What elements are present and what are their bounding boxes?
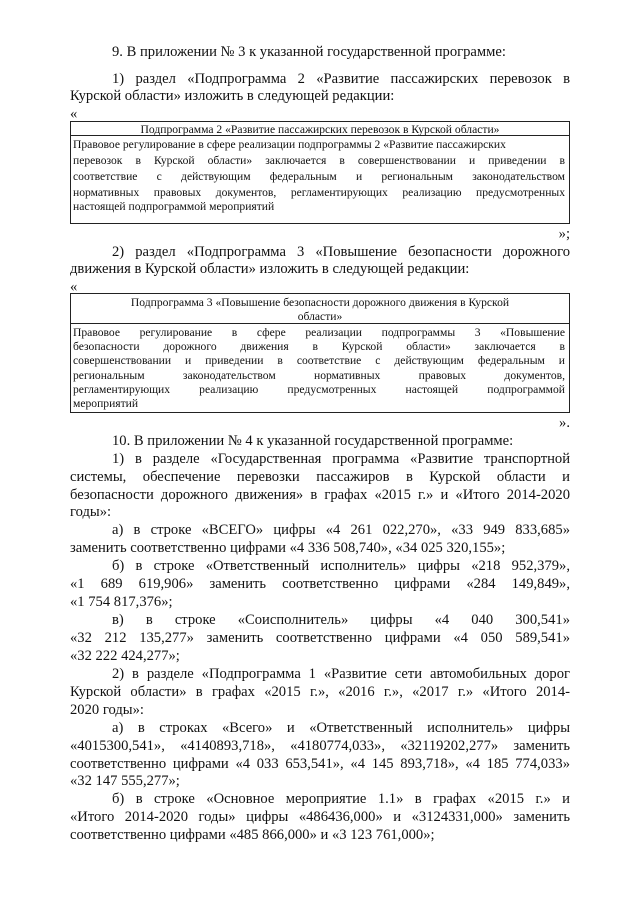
p10-item-2b-line-1: б) в строке «Основное мероприятие 1.1» в графах «2015 г.» и — [112, 791, 570, 807]
table-2-body-cell — [70, 323, 570, 413]
open-quote-2: « — [70, 279, 78, 295]
table-1-body-line-2: перевозок в Курской области» заключается в совершенствовании и приведении в — [73, 154, 565, 167]
p10-item-1b-line-2: «1 689 619,906» заменить соответственно цифрами «284 149,849», — [70, 576, 570, 592]
open-quote: « — [70, 106, 78, 122]
paragraph-9-title: 9. В приложении № 3 к указанной государственной программе: — [112, 44, 506, 60]
p10-item-1b-line-3: «1 754 817,376»; — [70, 594, 173, 610]
table-2-body-line-3: совершенствовании и приведении в соответствие с действующим федеральным и — [73, 354, 565, 367]
close-quote-1: »; — [558, 226, 570, 242]
p10-item-1-line-2: системы, обеспечение перевозки пассажиров в Курской области и — [70, 469, 570, 485]
p10-item-1a-line-1: а) в строке «ВСЕГО» цифры «4 261 022,270», «33 949 833,685» — [112, 522, 570, 538]
p10-item-1-line-1: 1) в разделе «Государственная программа «Развитие транспортной — [112, 451, 570, 467]
p10-item-2a-line-2: «4015300,541», «4140893,718», «4180774,033», «32119202,277» заменить — [70, 738, 570, 754]
close-quote-2: ». — [559, 415, 570, 431]
table-1-body-line-3: соответствие с действующим федеральным и региональным законодательством — [73, 170, 565, 183]
p10-item-2-line-2: Курской области» в графах «2015 г.», «2016 г.», «2017 г.» «Итого 2014- — [70, 684, 570, 700]
p10-item-2-line-1: 2) в разделе «Подпрограмма 1 «Развитие сети автомобильных дорог — [112, 666, 570, 682]
p10-item-2b-line-3: соответственно цифрами «485 866,000» и «3 123 761,000»; — [70, 827, 435, 843]
paragraph-10-title: 10. В приложении № 4 к указанной государственной программе: — [112, 433, 514, 449]
table-2-body-line-4: региональным законодательством нормативных правовых документов, — [73, 369, 565, 382]
table-2-header-cell — [70, 293, 570, 324]
table-1-body-line-1: Правовое регулирование в сфере реализации подпрограммы 2 «Развитие пассажирских — [73, 138, 506, 151]
table-1-body-line-4: нормативных правовых документов, регламентирующих реализацию предусмотренных — [73, 186, 565, 199]
paragraph-9-item-2-cont: движения в Курской области» изложить в следующей редакции: — [70, 261, 470, 277]
p10-item-1-line-4: годы»: — [70, 504, 112, 520]
table-1-body-cell — [70, 135, 570, 224]
p10-item-2a-line-1: а) в строках «Всего» и «Ответственный исполнитель» цифры — [112, 720, 570, 736]
p10-item-1c-line-1: в) в строке «Соисполнитель» цифры «4 040 300,541» — [112, 612, 570, 628]
table-2-body-line-5: регламентирующих реализацию предусмотренных настоящей подпрограммой — [73, 383, 565, 396]
paragraph-9-item-1-cont: Курской области» изложить в следующей редакции: — [70, 88, 395, 104]
paragraph-9-item-2: 2) раздел «Подпрограмма 3 «Повышение безопасности дорожного — [112, 244, 570, 260]
table-2-header-line-1: Подпрограмма 3 «Повышение безопасности дорожного движения в Курской — [130, 296, 510, 309]
table-2-body-line-6: мероприятий — [73, 397, 139, 410]
table-1-header: Подпрограмма 2 «Развитие пассажирских перевозок в Курской области» — [140, 123, 500, 136]
p10-item-1a-line-2: заменить соответственно цифрами «4 336 508,740», «34 025 320,155»; — [70, 540, 506, 556]
p10-item-1b-line-1: б) в строке «Ответственный исполнитель» цифры «218 952,379», — [112, 558, 570, 574]
p10-item-2b-line-2: «Итого 2014-2020 годы» цифры «486436,000» и «3124331,000» заменить — [70, 809, 570, 825]
p10-item-2a-line-4: «32 147 555,277»; — [70, 773, 180, 789]
table-2-header-line-2: области» — [297, 310, 343, 323]
p10-item-1c-line-2: «32 212 135,277» заменить соответственно цифрами «4 050 589,541» — [70, 630, 570, 646]
table-1-header-cell — [70, 121, 570, 136]
paragraph-9-item-1: 1) раздел «Подпрограмма 2 «Развитие пассажирских перевозок в — [112, 71, 570, 87]
table-2-body-line-2: безопасности дорожного движения в Курской области» заключается в — [73, 340, 565, 353]
p10-item-2-line-3: 2020 годы»: — [70, 702, 144, 718]
p10-item-1c-line-3: «32 222 424,277»; — [70, 648, 180, 664]
p10-item-1-line-3: безопасности дорожного движения» в графах «2015 г.» и «Итого 2014-2020 — [70, 487, 570, 503]
table-2-body-line-1: Правовое регулирование в сфере реализации подпрограммы 3 «Повышение — [73, 326, 565, 339]
p10-item-2a-line-3: соответственно цифрами «4 033 653,541», «4 145 893,718», «4 185 774,033» — [70, 756, 570, 772]
table-1-body-line-5: настоящей подпрограммой мероприятий — [73, 200, 275, 213]
